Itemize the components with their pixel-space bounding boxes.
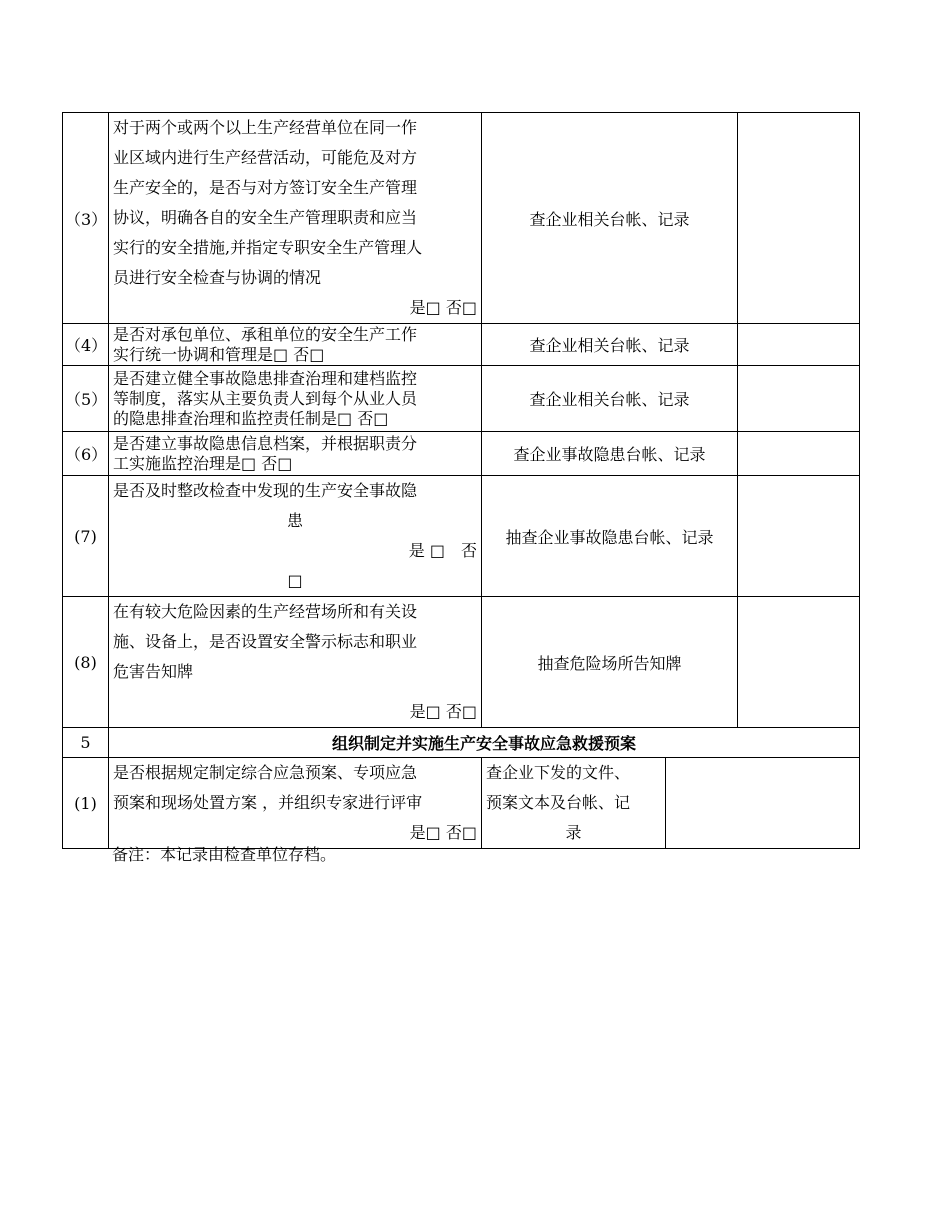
item-content <box>109 758 482 849</box>
check-method: 查企业相关台帐、记录 <box>482 366 738 432</box>
check-method: 抽查企业事故隐患台帐、记录 <box>482 476 738 597</box>
item-number: （6） <box>63 432 109 476</box>
yes-no-checkbox[interactable]: 是□ 否□ <box>409 702 477 721</box>
content-line-with-checkbox[interactable]: 工实施监控治理是□ 否□ <box>113 453 293 473</box>
result-cell <box>738 597 860 728</box>
content-line: 是否根据规定制定综合应急预案、专项应急 <box>113 763 418 782</box>
section-header-row <box>63 728 860 758</box>
result-cell <box>738 324 860 366</box>
method-line: 预案文本及台帐、记 <box>486 793 631 812</box>
content-line: 等制度，落实从主要负责人到每个从业人员 <box>113 388 418 408</box>
table-row <box>63 597 860 728</box>
section-title: 组织制定并实施生产安全事故应急救援预案 <box>109 728 860 758</box>
section-number: 5 <box>63 728 109 758</box>
item-number: (7) <box>63 476 109 597</box>
yes-no-checkbox[interactable]: 是□ 否□ <box>409 823 477 842</box>
content-line: 是否对承包单位、承租单位的安全生产工作 <box>113 324 418 344</box>
item-content <box>109 324 482 366</box>
footnote: 备注：本记录由检查单位存档。 <box>112 845 337 864</box>
result-cell <box>738 366 860 432</box>
content-line: 生产安全的，是否与对方签订安全生产管理 <box>113 178 418 197</box>
content-line: 是否建立事故隐患信息档案，并根据职责分 <box>113 433 418 453</box>
content-line: 施、设备上，是否设置安全警示标志和职业 <box>113 632 418 651</box>
item-content <box>109 476 482 597</box>
result-cell <box>738 113 860 324</box>
item-number: (8) <box>63 597 109 728</box>
check-method: 抽查危险场所告知牌 <box>482 597 738 728</box>
inspection-table <box>62 112 860 849</box>
yes-no-checkbox[interactable]: 是□ 否□ <box>409 298 477 317</box>
method-line: 查企业下发的文件、 <box>486 763 631 782</box>
item-content <box>109 432 482 476</box>
result-cell <box>738 476 860 597</box>
content-line: 对于两个或两个以上生产经营单位在同一作 <box>113 118 418 137</box>
table-row <box>63 476 860 597</box>
content-line-with-checkbox[interactable]: 的隐患排查治理和监控责任制是□ 否□ <box>113 408 389 428</box>
table-row <box>63 366 860 432</box>
content-line: 危害告知牌 <box>113 662 194 681</box>
table-row <box>63 324 860 366</box>
content-line-with-checkbox[interactable]: 实行统一协调和管理是□ 否□ <box>113 344 325 364</box>
item-number: (1) <box>63 758 109 849</box>
item-number: （3） <box>63 113 109 324</box>
content-line: 实行的安全措施,并指定专职安全生产管理人 <box>113 238 423 257</box>
content-line: 是否建立健全事故隐患排查治理和建档监控 <box>113 368 418 388</box>
item-number: （4） <box>63 324 109 366</box>
check-method <box>482 758 666 849</box>
content-line: 在有较大危险因素的生产经营场所和有关设 <box>113 602 418 621</box>
result-cell <box>738 432 860 476</box>
table-row <box>63 113 860 324</box>
item-content <box>109 597 482 728</box>
method-line: 录 <box>565 823 582 842</box>
check-method: 查企业事故隐患台帐、记录 <box>482 432 738 476</box>
content-line: 员进行安全检查与协调的情况 <box>113 268 322 287</box>
item-content <box>109 366 482 432</box>
item-content <box>109 113 482 324</box>
content-line: 患 <box>286 511 303 530</box>
yes-no-checkbox[interactable]: 是 □ 否 <box>408 541 477 560</box>
no-checkbox[interactable]: □ <box>287 571 303 590</box>
check-method: 查企业相关台帐、记录 <box>482 113 738 324</box>
content-line: 预案和现场处置方案 ，并组织专家进行评审 <box>113 793 423 812</box>
table-row <box>63 758 860 849</box>
result-cell <box>666 758 860 849</box>
content-line: 是否及时整改检查中发现的生产安全事故隐 <box>113 481 418 500</box>
content-line: 业区域内进行生产经营活动，可能危及对方 <box>113 148 418 167</box>
content-line: 协议，明确各自的安全生产管理职责和应当 <box>113 208 418 227</box>
item-number: （5） <box>63 366 109 432</box>
check-method: 查企业相关台帐、记录 <box>482 324 738 366</box>
table-row <box>63 432 860 476</box>
